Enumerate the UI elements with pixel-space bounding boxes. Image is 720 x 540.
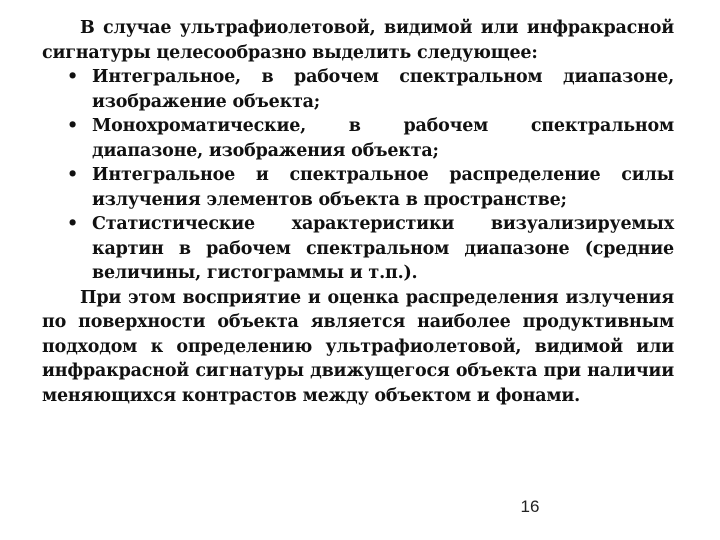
- slide-body-text: [42, 16, 674, 408]
- conclusion-paragraph: При этом восприятие и оценка распределения излучения по поверхности объекта является наиболее продуктивным подходом к определению ультрафиолетовой, видимой или инфракрасной сигнатуры движущегося объекта при наличии меняющихся контрастов между объектом и фонами.: [42, 287, 674, 406]
- bullet-item: [42, 163, 674, 212]
- bullet-item: [42, 212, 674, 286]
- intro-paragraph: В случае ультрафиолетовой, видимой или инфракрасной сигнатуры целесообразно выделить следующее:: [42, 18, 674, 63]
- page-number: 16: [520, 497, 540, 516]
- bullet-text: Монохроматические, в рабочем спектральном диапазоне, изображения объекта;: [92, 116, 674, 161]
- bullet-text: Статистические характеристики визуализируемых картин в рабочем спектральном диапазоне (средние величины, гистограммы и т.п.).: [92, 214, 674, 283]
- bullet-item: [42, 65, 674, 114]
- bullet-list: [42, 65, 674, 286]
- bullet-text: Интегральное и спектральное распределение силы излучения элементов объекта в пространстве;: [92, 165, 674, 210]
- bullet-icon: •: [67, 214, 78, 234]
- bullet-icon: •: [67, 165, 78, 185]
- bullet-text: Интегральное, в рабочем спектральном диапазоне, изображение объекта;: [92, 67, 674, 112]
- bullet-icon: •: [67, 67, 78, 87]
- bullet-icon: •: [67, 116, 78, 136]
- bullet-item: [42, 114, 674, 163]
